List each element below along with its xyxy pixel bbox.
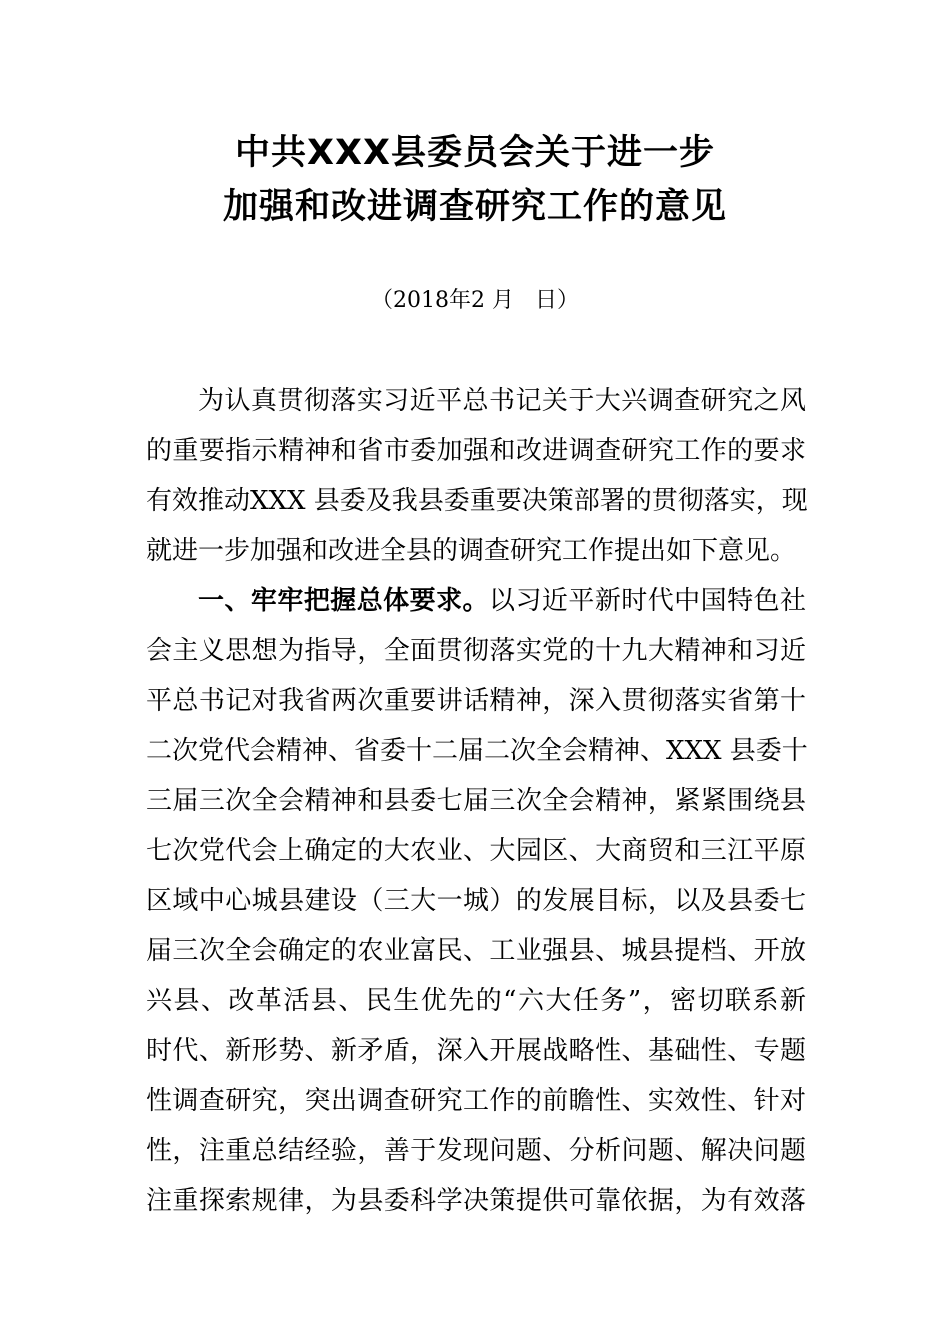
section-1-first-line-text: 以习近平新时代中国特色社: [489, 586, 806, 616]
paragraph-line: 性，注重总结经验，善于发现问题、分析问题、解决问题: [146, 1136, 806, 1166]
paragraph-line: 届三次全会确定的农业富民、工业强县、城县提档、开放: [146, 936, 806, 966]
paragraph-line: 兴县、改革活县、民生优先的“六大任务”，密切联系新: [146, 986, 806, 1016]
paragraph-line: 为认真贯彻落实习近平总书记关于大兴调查研究之风: [198, 386, 806, 416]
paragraph-line: 区域中心城县建设（三大一城）的发展目标，以及县委七: [146, 886, 806, 916]
paragraph-line: 平总书记对我省两次重要讲话精神，深入贯彻落实省第十: [146, 686, 806, 716]
section-1-first-line: [198, 584, 806, 618]
paragraph-line: 注重探索规律，为县委科学决策提供可靠依据，为有效落: [146, 1186, 806, 1216]
paragraph-line: 三届三次全会精神和县委七届三次全会精神，紧紧围绕县: [146, 786, 806, 816]
paragraph-line: 就进一步加强和改进全县的调查研究工作提出如下意见。: [146, 536, 797, 566]
document-date: （2018年2 月 日）: [371, 288, 579, 313]
paragraph-line: 性调查研究，突出调查研究工作的前瞻性、实效性、针对: [146, 1086, 806, 1116]
paragraph-line: 会主义思想为指导，全面贯彻落实党的十九大精神和习近: [146, 636, 806, 666]
paragraph-line: 二次党代会精神、省委十二届二次全会精神、XXX 县委十: [146, 736, 808, 766]
section-1-heading: 一、牢牢把握总体要求。: [198, 586, 489, 616]
paragraph-line: 时代、新形势、新矛盾，深入开展战略性、基础性、专题: [146, 1036, 806, 1066]
paragraph-line: 的重要指示精神和省市委加强和改进调查研究工作的要求: [146, 436, 806, 466]
document-title-line-1: 中共XXX县委员会关于进一步: [235, 133, 715, 173]
paragraph-line: 有效推动XXX 县委及我县委重要决策部署的贯彻落实，现: [146, 486, 808, 516]
document-title-line-2: 加强和改进调查研究工作的意见: [222, 187, 727, 227]
paragraph-line: 七次党代会上确定的大农业、大园区、大商贸和三江平原: [146, 836, 806, 866]
